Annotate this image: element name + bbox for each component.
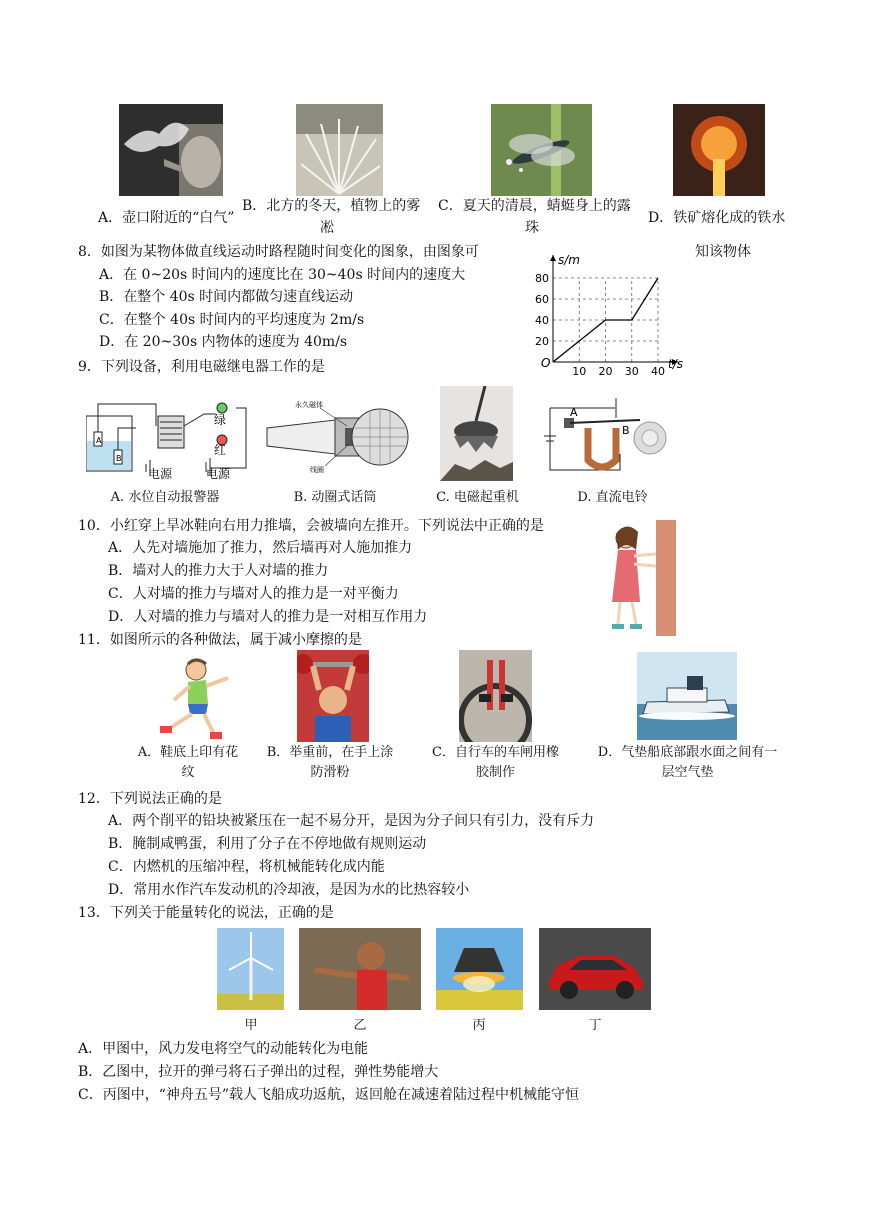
running-boy-illustration: [148, 652, 246, 740]
q7-caption-c-line1: C．夏天的清晨，蜻蜓身上的露: [438, 198, 631, 214]
electrode-b-label: B: [116, 454, 122, 463]
armature-b-label: B: [622, 424, 630, 437]
y-tick-label: 40: [535, 314, 549, 327]
q10-option-a: A．人先对墙施加了推力，然后墙再对人施加推力: [108, 540, 413, 556]
q9-caption-c: C. 电磁起重机: [436, 490, 519, 505]
q11-caption-b-line2: 防滑粉: [310, 765, 350, 780]
bicycle-brake-photo: [459, 650, 532, 742]
x-tick-label: 10: [572, 365, 587, 375]
q11-caption-a: [122, 743, 254, 783]
q8-option-b: B．在整个 40s 时间内都做匀速直线运动: [99, 289, 354, 305]
q9-caption-b: B. 动圈式话筒: [293, 490, 377, 505]
q7-caption-c-line2: 珠: [525, 220, 539, 236]
q11-stem: 11．如图所示的各种做法，属于减小摩擦的是: [78, 632, 362, 648]
permanent-magnet-label: 永久磁体: [295, 401, 323, 409]
electromagnetic-crane-photo: [440, 386, 513, 481]
q13-caption-ding: 丁: [588, 1018, 602, 1033]
q9-caption-d: D. 直流电铃: [577, 490, 648, 505]
x-axis-label: t/s: [668, 357, 683, 371]
green-light-label: 绿: [214, 413, 227, 427]
moving-coil-microphone-diagram: [265, 398, 410, 476]
q13-option-c: C．丙图中，“神舟五号”载人飞船成功返航，返回舱在减速着陆过程中机械能守恒: [78, 1087, 580, 1103]
contact-a-label: A: [570, 406, 578, 419]
y-axis-label: s/m: [558, 253, 580, 267]
wind-turbine-photo: [217, 928, 284, 1010]
red-light-label: 红: [214, 443, 227, 457]
q12-option-b: B．腌制咸鸭蛋，利用了分子在不停地做有规则运动: [108, 836, 427, 852]
q13-option-b: B．乙图中，拉开的弹弓将石子弹出的过程，弹性势能增大: [78, 1064, 439, 1080]
q12-option-c: C．内燃机的压缩冲程，将机械能转化成内能: [108, 859, 385, 875]
q9-caption-a: A. 水位自动报警器: [110, 490, 220, 505]
q8-option-d: D．在 20~30s 内物体的速度为 40m/s: [99, 334, 348, 350]
q7-caption-b-line1: B．北方的冬天，植物上的雾: [242, 198, 421, 214]
q7-caption-a: A．壶口附近的“白气”: [98, 210, 235, 226]
x-tick-label: 30: [624, 365, 639, 375]
x-tick-label: 20: [598, 365, 613, 375]
molten-iron-photo: [673, 104, 765, 196]
q13-caption-yi: 乙: [353, 1018, 367, 1033]
q11-caption-a-line1: A．鞋底上印有花: [137, 745, 239, 760]
q11-caption-d-line2: 层空气垫: [661, 765, 714, 780]
q8-option-c: C．在整个 40s 时间内的平均速度为 2m/s: [99, 312, 365, 328]
q11-caption-c: [418, 743, 573, 783]
q11-caption-b-line1: B．举重前，在手上涂: [266, 745, 394, 760]
q11-caption-b: [255, 743, 405, 783]
q8-stem-end: 知该物体: [695, 244, 751, 260]
q8-option-a: A．在 0~20s 时间内的速度比在 30~40s 时间内的速度大: [99, 267, 466, 283]
q11-caption-d: [580, 743, 795, 783]
q12-option-a: A．两个削平的铅块被紧压在一起不易分开，是因为分子间只有引力，没有斥力: [108, 813, 595, 829]
water-level-alarm-diagram: [86, 386, 256, 486]
weightlifter-photo: [297, 650, 369, 742]
y-axis-arrow: [550, 255, 556, 261]
q13-option-a: A．甲图中，风力发电将空气的动能转化为电能: [78, 1041, 369, 1057]
y-tick-label: 60: [535, 293, 549, 306]
q10-option-b: B．墙对人的推力大于人对墙的推力: [108, 563, 329, 579]
q12-option-d: D．常用水作汽车发动机的冷却液，是因为水的比热容较小: [108, 882, 470, 898]
reentry-capsule-photo: [436, 928, 523, 1010]
origin-label: O: [541, 356, 551, 370]
dragonfly-dew-photo: [491, 104, 592, 196]
q10-option-d: D．人对墙的推力与墙对人的推力是一对相互作用力: [108, 609, 428, 625]
y-tick-label: 20: [535, 335, 549, 348]
q11-caption-d-line1: D．气垫船底部跟水面之间有一: [597, 745, 778, 760]
q7-caption-d: D．铁矿熔化成的铁水: [648, 210, 786, 226]
q10-stem: 10．小红穿上旱冰鞋向右用力推墙，会被墙向左推开。下列说法中正确的是: [78, 518, 544, 534]
q7-caption-b-line2: 凇: [320, 220, 334, 236]
frost-plant-photo: [296, 104, 383, 196]
q11-caption-c-line2: 胶制作: [475, 765, 515, 780]
q10-option-c: C．人对墙的推力与墙对人的推力是一对平衡力: [108, 586, 399, 602]
q13-stem: 13．下列关于能量转化的说法，正确的是: [78, 905, 334, 921]
q9-stem: 9．下列设备，利用电磁继电器工作的是: [78, 359, 325, 375]
hovercraft-photo: [637, 652, 737, 740]
power-source-2-label: 电源: [206, 467, 231, 481]
q13-caption-jia: 甲: [244, 1018, 258, 1033]
q11-caption-c-line1: C．自行车的车闸用橡: [432, 745, 559, 760]
q13-caption-bing: 丙: [472, 1018, 486, 1033]
q11-caption-a-line2: 纹: [181, 765, 195, 780]
dc-electric-bell-diagram: [540, 398, 670, 480]
girl-pushing-wall-illustration: [596, 520, 676, 636]
distance-time-chart: [528, 250, 688, 375]
red-car-photo: [539, 928, 651, 1010]
coil-label: 线圈: [310, 466, 324, 474]
power-source-1-label: 电源: [148, 467, 173, 481]
y-tick-label: 80: [535, 272, 549, 285]
q8-stem: 8．如图为某物体做直线运动时路程随时间变化的图象，由图象可: [78, 244, 479, 260]
q12-stem: 12．下列说法正确的是: [78, 791, 222, 807]
x-tick-label: 40: [651, 365, 665, 375]
electrode-a-label: A: [96, 436, 102, 445]
kettle-steam-photo: [119, 104, 223, 196]
boy-slingshot-photo: [299, 928, 421, 1010]
